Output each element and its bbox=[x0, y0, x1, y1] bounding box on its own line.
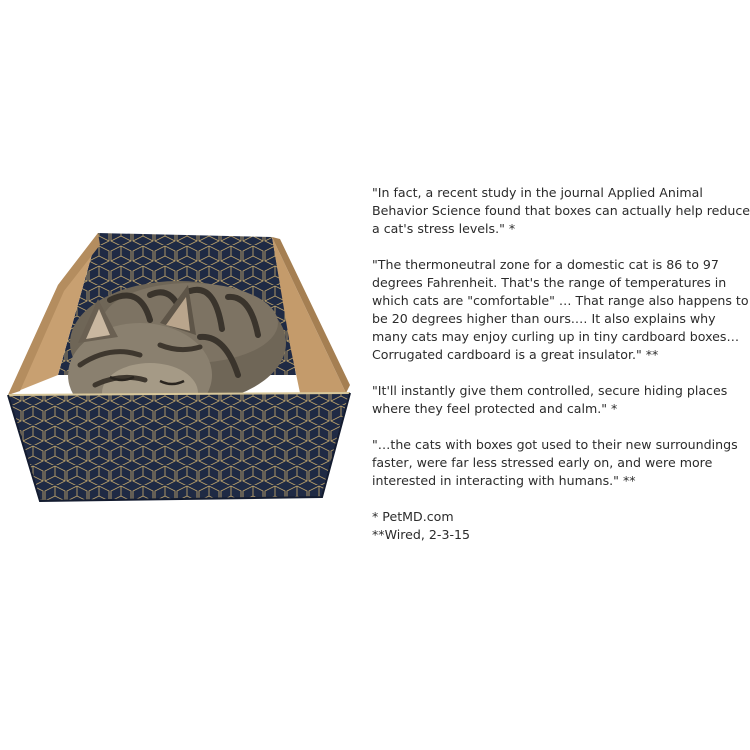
quotes-text-block bbox=[372, 184, 750, 544]
quote-hiding-places: "It'll instantly give them controlled, secure hiding places where they feel protected and calm." * bbox=[372, 383, 728, 416]
cat-in-box-photo bbox=[0, 225, 360, 510]
citation-wired: **Wired, 2-3-15 bbox=[372, 527, 471, 542]
cat-in-box-illustration bbox=[0, 225, 360, 510]
quote-less-stressed: "…the cats with boxes got used to their new surroundings faster, were far less stressed early on, and were more interested in interacting with humans." ** bbox=[372, 437, 738, 488]
box-front-panel bbox=[8, 393, 350, 501]
citation-petmd: * PetMD.com bbox=[372, 509, 454, 524]
quote-applied-animal-behavior: "In fact, a recent study in the journal Applied Animal Behavior Science found that boxes can actually help reduce a cat's stress levels." * bbox=[372, 185, 750, 236]
quote-thermoneutral-zone: "The thermoneutral zone for a domestic cat is 86 to 97 degrees Fahrenheit. That's the range of temperatures in which cats are "comfortable" … That range also happens to be 20 degrees higher than ours.… It also explains why many cats may enjoy curling up in tiny cardboard boxes…Corrugated cardboard is a great insulator." ** bbox=[372, 257, 749, 362]
citations bbox=[372, 508, 750, 544]
